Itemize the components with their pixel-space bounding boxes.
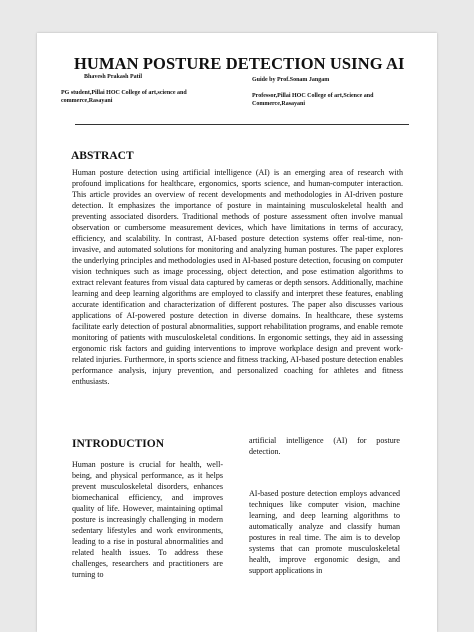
paper-page — [37, 33, 437, 632]
author-name: Bhavesh Prakash Patil — [84, 74, 143, 80]
guide-name: Guide by Prof.Sonam Jangam — [252, 77, 330, 83]
introduction-column-right-paragraph: AI-based posture detection employs advanced techniques like computer vision, machine learning, and deep learning algorithms to automatically analyze and classify human postures in real time. The aim is to develop systems that can promote musculoskeletal health, improve ergonomic design, and support applications in — [249, 489, 400, 575]
header-divider — [75, 124, 409, 125]
guide-affiliation: Professor,Pillai HOC College of art,Science and Commerce,Rasayani — [252, 93, 374, 107]
author-affiliation: PG student,Pillai HOC College of art,science and commerce,Rasayani — [61, 90, 187, 104]
introduction-column-left: Human posture is crucial for health, well-being, and physical performance, as it helps prevent musculoskeletal disorders, enhances biomechanical efficiency, and improves quality of life. However, maintaining optimal posture is increasingly challenging in modern sedentary lifestyles and work environments, leading to a rise in postural abnormalities and related health issues. To address these challenges, researchers and practitioners are turning to — [72, 460, 223, 579]
abstract-body: Human posture detection using artificial intelligence (AI) is an emerging area of research with profound implications for healthcare, ergonomics, sports science, and human-computer interaction. This article provides an overview of recent developments and methodologies in AI-driven posture detection. It emphasizes the importance of posture in maintaining musculoskeletal health and preventing associated disorders. Traditional methods of posture assessment often involve manual observation or cumbersome measurement devices, which have limitations in terms of accuracy, efficiency, and scalability. In contrast, AI-based posture detection systems offer real-time, non-invasive, and automated solutions for monitoring and analyzing human postures. The paper explores the underlying principles and methodologies used in AI-based posture detection, focusing on computer vision techniques such as image processing, object detection, and pose estimation algorithms to extract relevant features from visual data captured by cameras or depth sensors. Additionally, machine learning and deep learning algorithms are employed to classify and interpret these features, enabling accurate identification and characterization of different postures. The paper also discusses various applications of AI-powered posture detection in diverse domains. In healthcare, these systems facilitate early detection of postural abnormalities, support rehabilitation programs, and enable remote monitoring of patients with musculoskeletal conditions. In ergonomic settings, they aid in assessing ergonomic risk factors and guiding interventions to improve workplace design and prevent work-related injuries. Furthermore, in sports science and fitness tracking, AI-based posture detection enables performance analysis, injury prevention, and personalized coaching for athletes and fitness enthusiasts. — [72, 168, 403, 386]
introduction-column-right-top: artificial intelligence (AI) for posture detection. — [249, 436, 400, 456]
author-block-student — [61, 74, 221, 105]
paper-title: HUMAN POSTURE DETECTION USING AI — [74, 54, 405, 73]
introduction-heading: INTRODUCTION — [72, 438, 165, 450]
author-block-guide — [252, 77, 402, 108]
abstract-heading: ABSTRACT — [71, 150, 134, 162]
